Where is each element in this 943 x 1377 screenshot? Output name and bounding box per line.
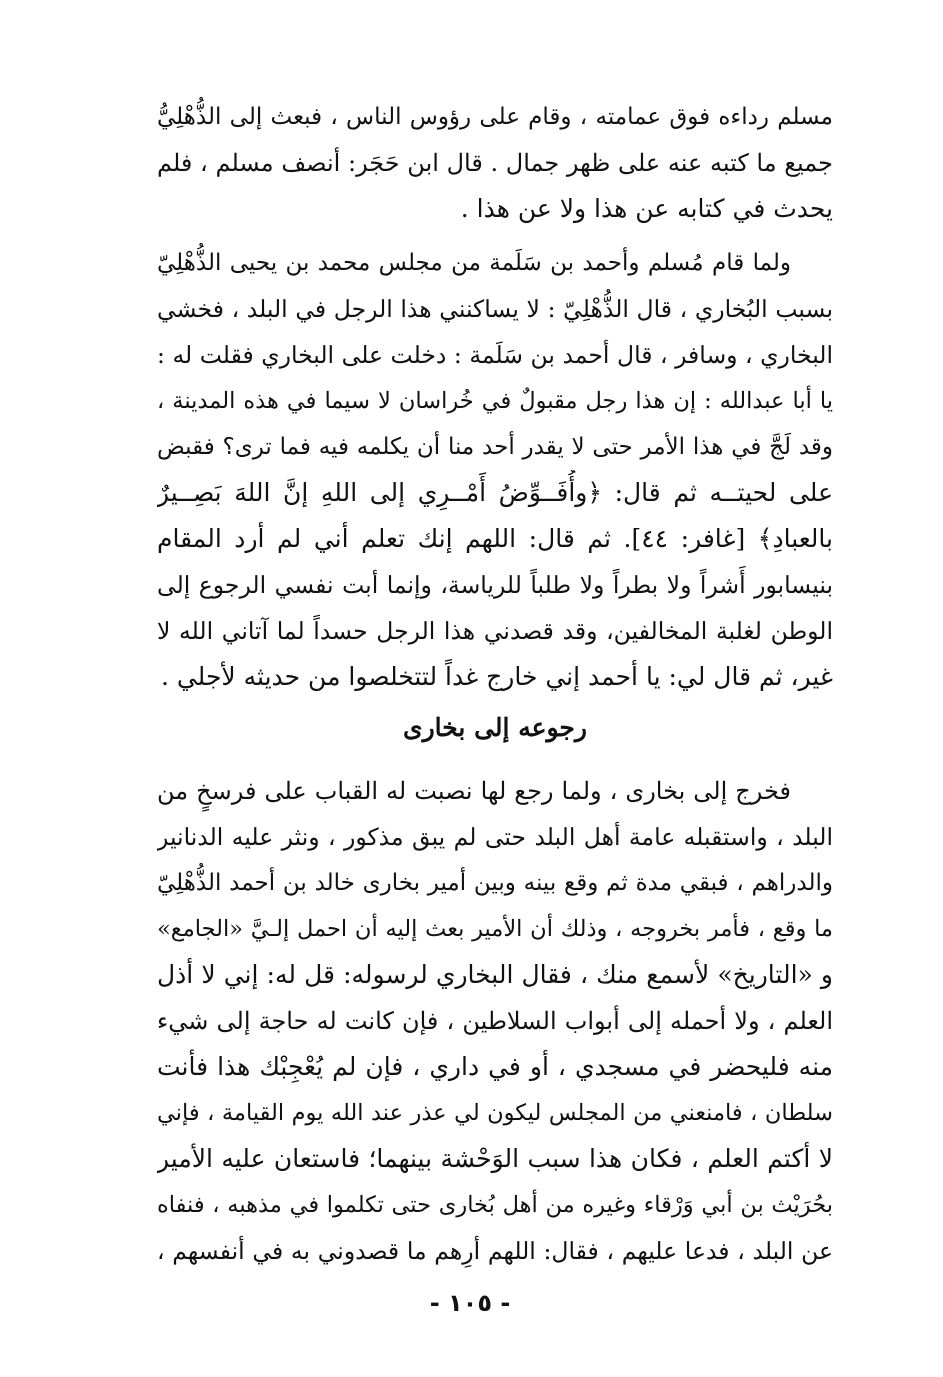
- text-line: بالعبادِ﴾ [غافر: ٤٤]. ثم قال: اللهم إنك تعلم أني لم أرد المقام: [157, 524, 833, 553]
- paragraph-1: [157, 94, 833, 232]
- text-line: سلطان ، فامنعني من المجلس ليكون لي عذر عند الله يوم القيامة ، فإني: [157, 1100, 833, 1126]
- text-line: يحدث في كتابه عن هذا ولا عن هذا .: [460, 194, 833, 223]
- paragraph-2: [157, 240, 833, 700]
- text-line: مسلم رداءه فوق عمامته ، وقام على رؤوس الناس ، فبعث إلى الذُّهْلِيُّ: [157, 104, 833, 130]
- quran-verse-line: على لحيتــه ثم قال: ﴿وأُفَــوِّضُ أَمْــرِي إلى اللهِ إنَّ اللهَ بَصِــيرٌ: [157, 478, 833, 507]
- section-heading: رجوعه إلى بخارى: [403, 713, 587, 742]
- text-line: وقد لَجَّ في هذا الأمر حتى لا يقدر أحد منا أن يكلمه فيه فما ترى؟ فقبض: [157, 434, 833, 460]
- text-line: منه فليحضر في مسجدي ، أو في داري ، فإن لم يُعْجِبْك هذا فأنت: [157, 1052, 833, 1081]
- paragraph-3: [157, 768, 833, 1274]
- text-line: جميع ما كتبه عنه على ظهر جمال . قال ابن حَجَر: أنصف مسلم ، فلم: [157, 149, 833, 177]
- text-line: يا أبا عبدالله : إن هذا رجل مقبولٌ في خُراسان لا سيما في هذه المدينة ،: [157, 388, 833, 414]
- text-line: لا أكتم العلم ، فكان هذا سبب الوَحْشة بينهما؛ فاستعان عليه الأمير: [157, 1144, 833, 1173]
- text-line: عن البلد ، فدعا عليهم ، فقال: اللهم أرِهم ما قصدوني به في أنفسهم ،: [157, 1237, 833, 1265]
- text-line: العلم ، ولا أحمله إلى أبواب السلاطين ، فإن كانت له حاجة إلى شيء: [157, 1007, 833, 1035]
- text-line: والدراهم ، فبقي مدة ثم وقع بينه وبين أمير بخارى خالد بن أحمد الذُّهْلِيّ: [157, 870, 833, 896]
- text-line: بحُرَيْث بن أبي وَرْقاء وغيره من أهل بُخارى حتى تكلموا في مذهبه ، فنفاه: [157, 1192, 833, 1218]
- text-line: غير، ثم قال لي: يا أحمد إني خارج غداً لتتخلصوا من حديثه لأجلي .: [160, 662, 833, 691]
- text-line: البلد ، واستقبله عامة أهل البلد حتى لم يبق مذكور ، ونثر عليه الدنانير: [157, 823, 833, 851]
- text-line: البخاري ، وسافر ، قال أحمد بن سَلَمة : دخلت على البخاري فقلت له :: [157, 341, 833, 369]
- text-line: بنيسابور أَشراً ولا بطراً ولا طلباً للرياسة، وإنما أبت نفسي الرجوع إلى: [157, 571, 833, 599]
- text-line: ما وقع ، فأمر بخروجه ، وذلك أن الأمير بعث إليه أن احمل إلـيَّ «الجامع»: [157, 916, 833, 942]
- text-line: ولما قام مُسلم وأحمد بن سَلَمة من مجلس محمد بن يحيى الذُّهْلِيّ: [157, 250, 791, 276]
- text-line: بسبب البُخاري ، قال الذُّهْلِيّ : لا يساكنني هذا الرجل في البلد ، فخشي: [157, 295, 833, 323]
- text-line: الوطن لغلبة المخالفين، وقد قصدني هذا الرجل حسداً لما آتاني الله لا: [157, 617, 833, 645]
- page-number: - ١٠٥ -: [429, 1289, 511, 1317]
- text-line: و «التاريخ» لأسمع منك ، فقال البخاري لرسوله: قل له: إني لا أذل: [157, 960, 833, 989]
- text-line: فخرج إلى بخارى ، ولما رجع لها نصبت له القباب على فرسخٍ من: [157, 777, 791, 805]
